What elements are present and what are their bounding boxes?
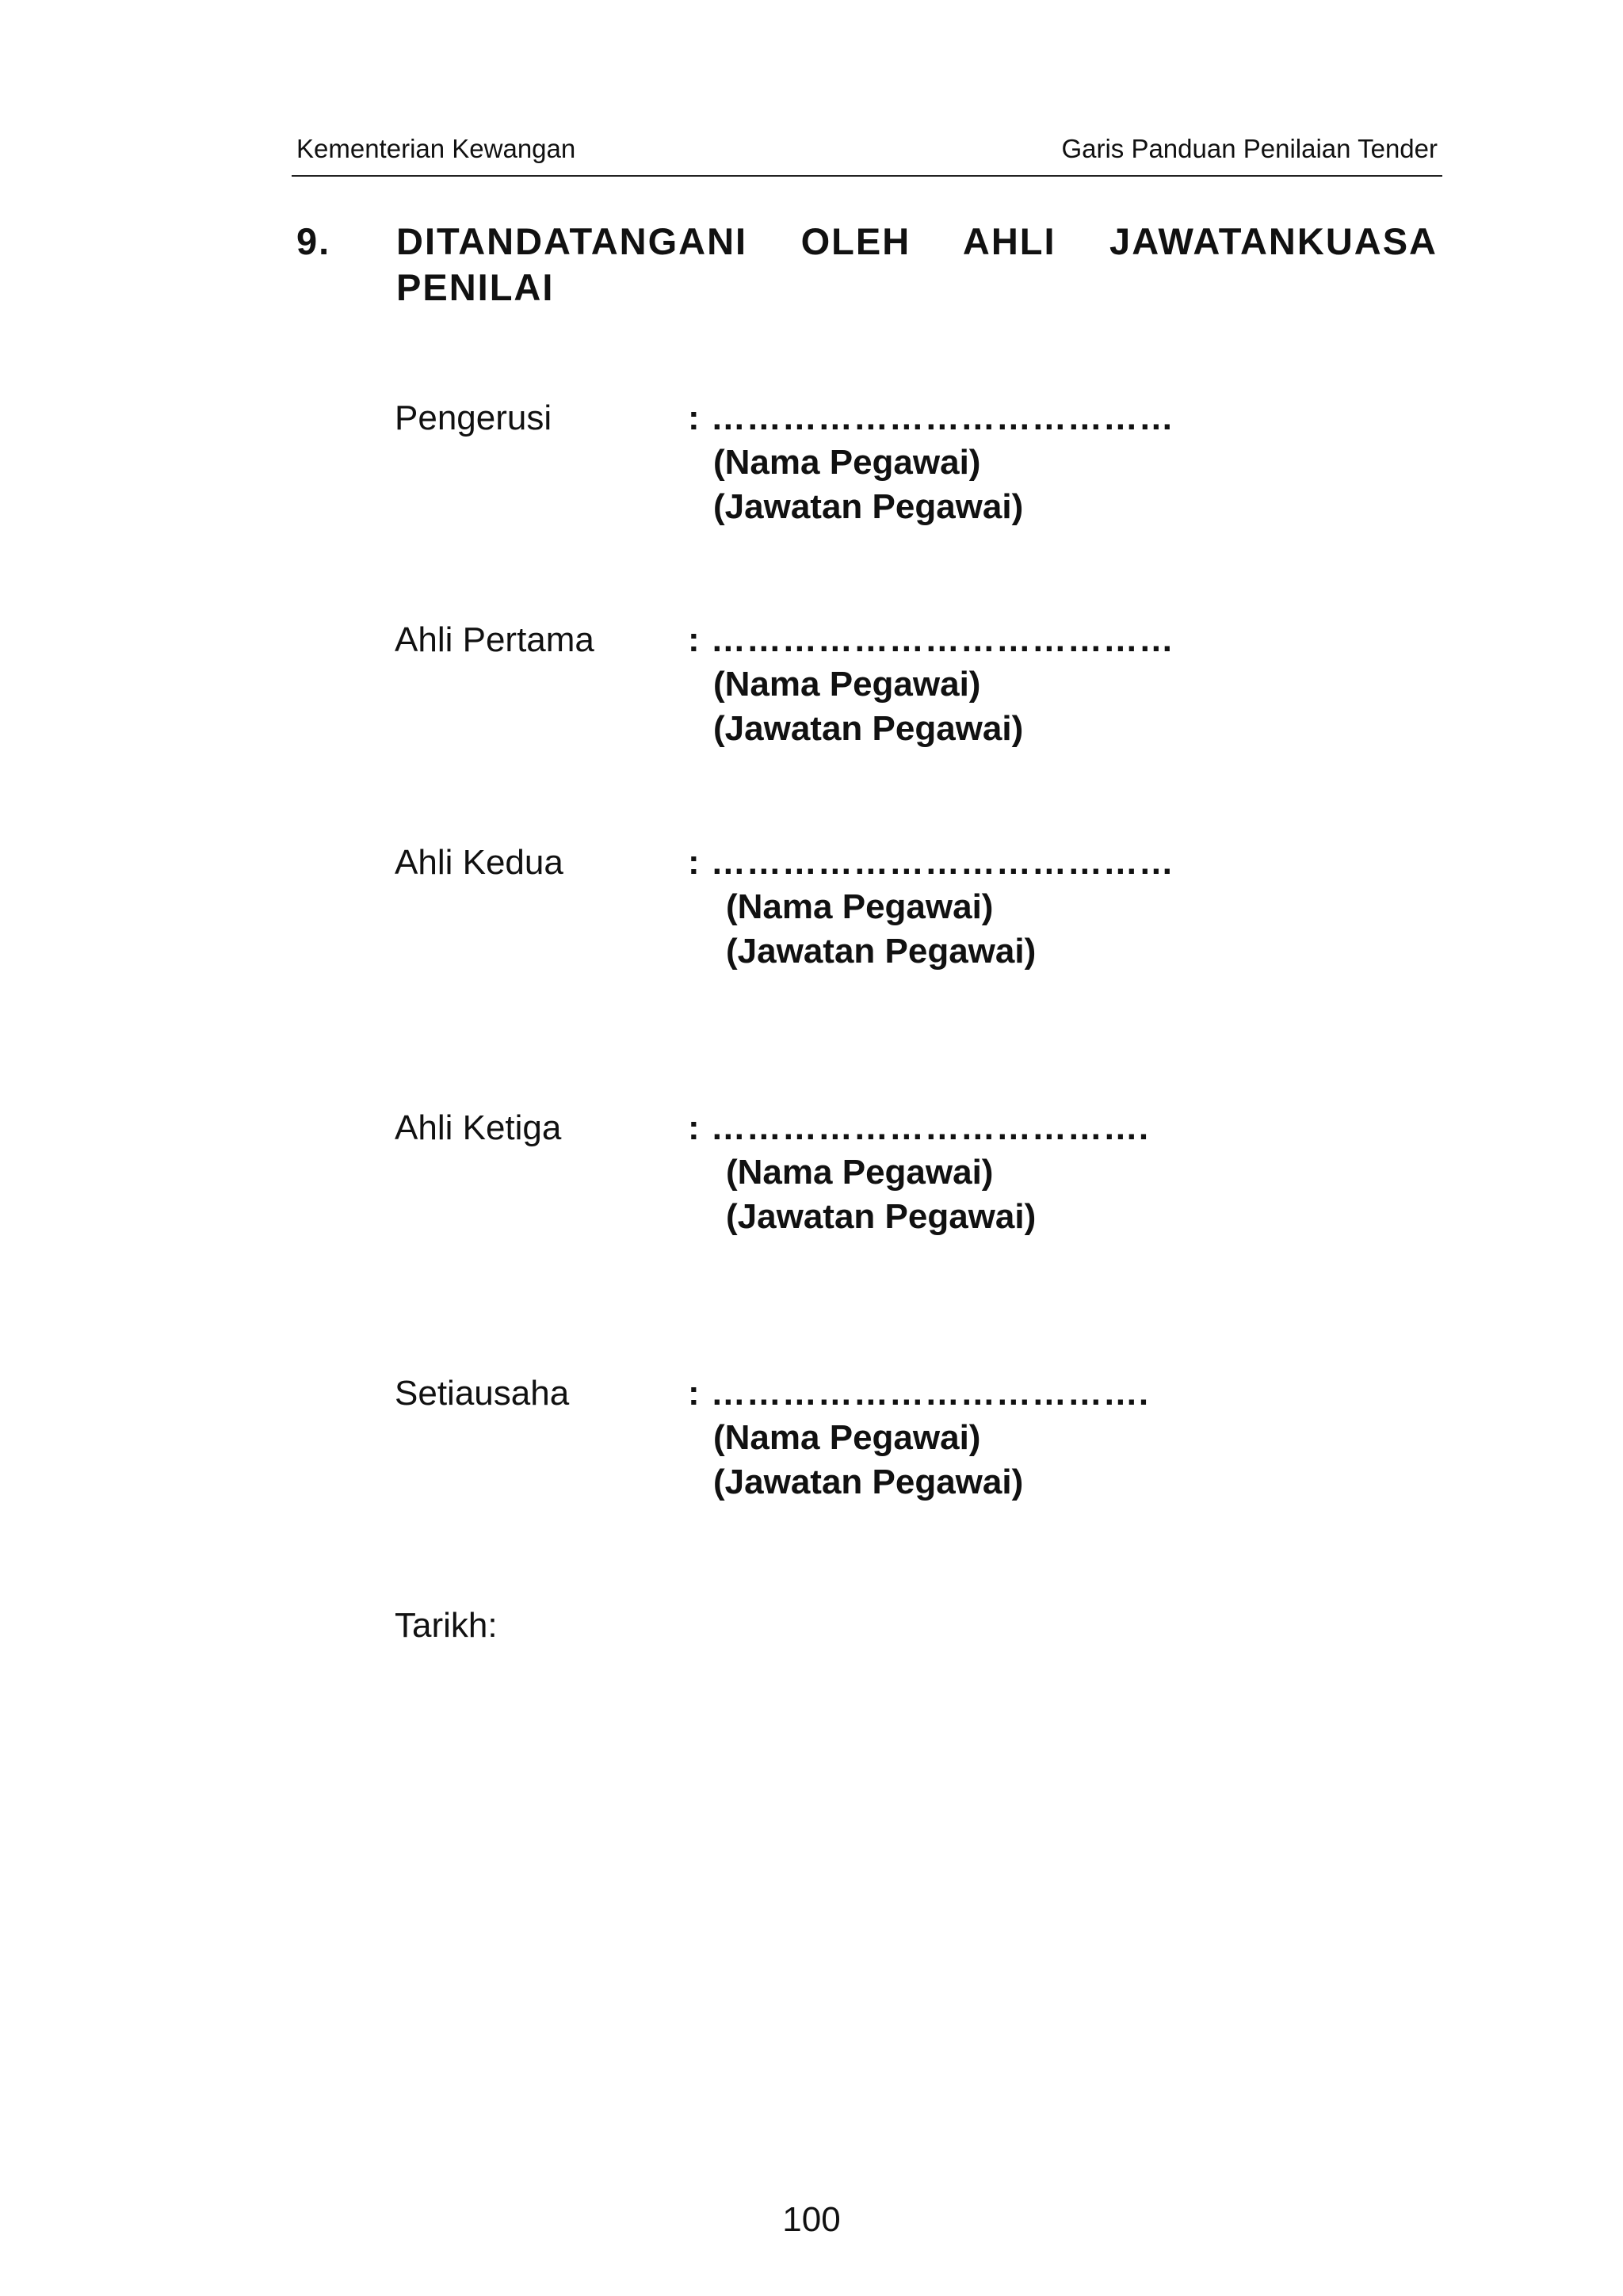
signature-line: : ………………………………… bbox=[688, 843, 1174, 882]
officer-position-placeholder: (Jawatan Pegawai) bbox=[713, 709, 1024, 748]
officer-position-placeholder: (Jawatan Pegawai) bbox=[713, 487, 1024, 526]
running-header-left: Kementerian Kewangan bbox=[296, 134, 576, 163]
signatory-role: Ahli Pertama bbox=[395, 620, 594, 659]
officer-name-placeholder: (Nama Pegawai) bbox=[726, 1153, 994, 1192]
section-number: 9. bbox=[296, 220, 331, 262]
officer-name-placeholder: (Nama Pegawai) bbox=[713, 443, 981, 482]
running-header-right: Garis Panduan Penilaian Tender bbox=[1061, 134, 1438, 163]
signature-line: : ………………………………… bbox=[688, 620, 1174, 659]
signature-line: : ………………………………… bbox=[688, 399, 1174, 437]
signatory-role: Setiausaha bbox=[395, 1374, 570, 1413]
signatory-role: Ahli Kedua bbox=[395, 843, 563, 882]
officer-name-placeholder: (Nama Pegawai) bbox=[726, 887, 994, 926]
page-number: 100 bbox=[782, 2200, 841, 2239]
header-divider bbox=[292, 175, 1442, 177]
section-title: DITANDATANGANI OLEH AHLI JAWATANKUASA PENILAI bbox=[396, 220, 1438, 308]
officer-position-placeholder: (Jawatan Pegawai) bbox=[726, 932, 1037, 971]
officer-name-placeholder: (Nama Pegawai) bbox=[713, 665, 981, 704]
signatory-role: Pengerusi bbox=[395, 399, 552, 437]
signatory-role: Ahli Ketiga bbox=[395, 1108, 562, 1147]
officer-name-placeholder: (Nama Pegawai) bbox=[713, 1418, 981, 1457]
officer-position-placeholder: (Jawatan Pegawai) bbox=[713, 1463, 1024, 1501]
signature-line: : ………………………………. bbox=[688, 1374, 1150, 1413]
date-label: Tarikh: bbox=[395, 1606, 498, 1645]
signature-line: : ………………………………. bbox=[688, 1108, 1150, 1147]
officer-position-placeholder: (Jawatan Pegawai) bbox=[726, 1197, 1037, 1236]
